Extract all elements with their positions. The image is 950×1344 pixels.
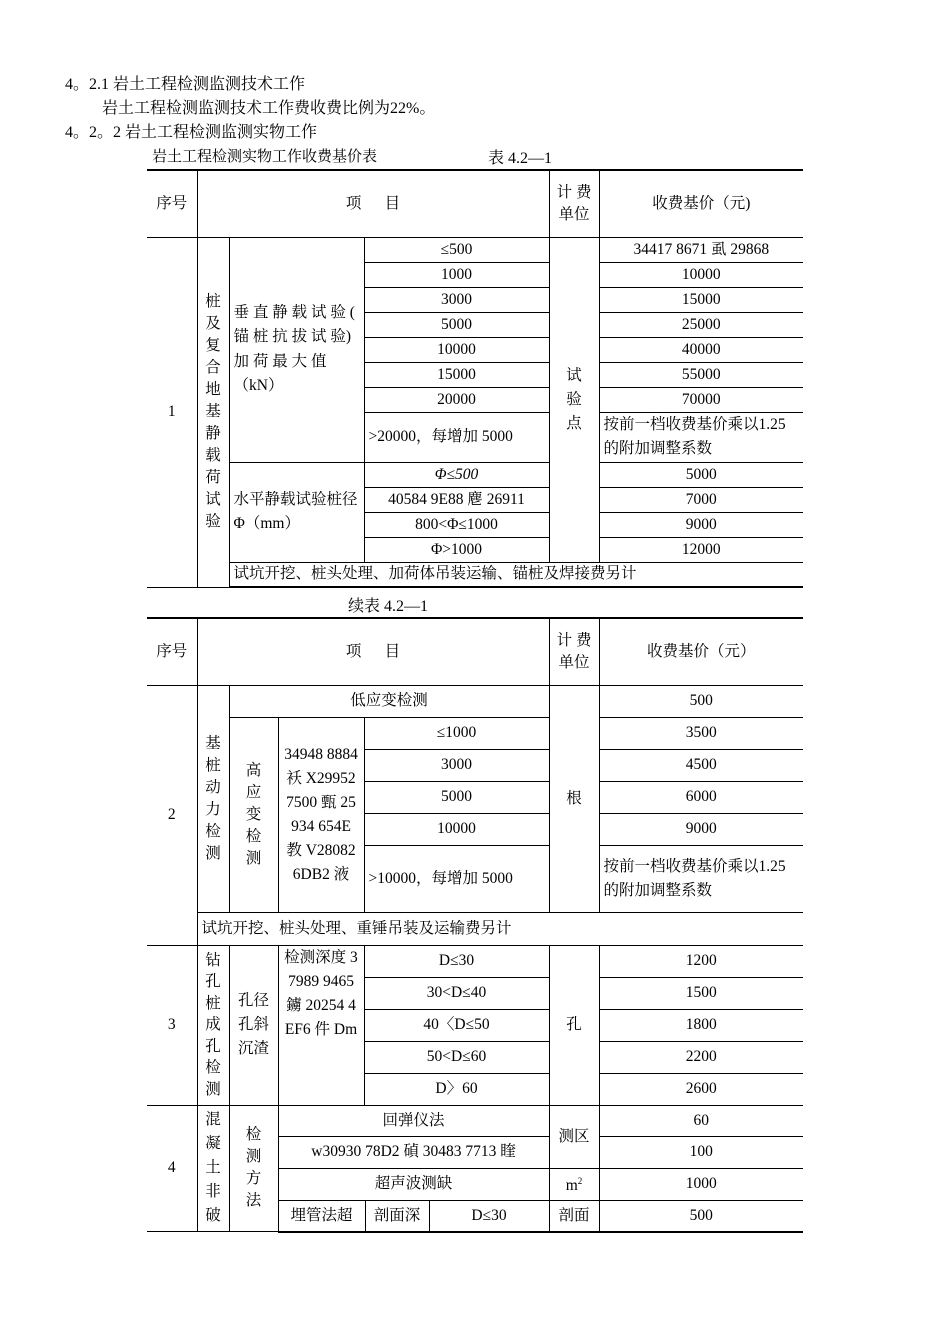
high-strain-code: 34948 8884 袄 X29952 7500 甄 25934 654E 教 V28082 6DB2 液 xyxy=(278,717,364,912)
price-cell: 1000 xyxy=(599,1168,803,1200)
table-row xyxy=(147,945,803,977)
depth-label-cell xyxy=(278,945,364,1105)
unit-cell: 测区 xyxy=(549,1105,599,1168)
price-cell: 7000 xyxy=(599,487,803,512)
price-cell: 6000 xyxy=(599,781,803,813)
depth-label: 剖面深 xyxy=(366,1201,430,1231)
hole-check-label: 孔径孔斜沉渣 xyxy=(229,945,278,1105)
price-cell: 70000 xyxy=(599,387,803,412)
category-cell: 混凝土非破 xyxy=(197,1105,229,1232)
range-cell: Φ>1000 xyxy=(364,537,549,562)
unit-cell: 孔 xyxy=(549,945,599,1105)
price-cell: 2600 xyxy=(599,1073,803,1105)
price-cell: 500 xyxy=(599,685,803,717)
header-seq: 序号 xyxy=(147,618,197,685)
pipe-label: 埋管法超 xyxy=(279,1201,366,1231)
table-title: 岩土工程检测实物工作收费基价表 xyxy=(152,148,378,165)
unit-text: m xyxy=(565,1177,578,1195)
price-cell: 40000 xyxy=(599,337,803,362)
code-row-text: w30930 78D2 碵 30483 7713 睳 xyxy=(311,1142,516,1160)
fee-table-continued xyxy=(147,617,803,1233)
price-cell: 9000 xyxy=(599,512,803,537)
high-strain-label: 高应变检测 xyxy=(229,717,278,912)
range-cell: 800<Φ≤1000 xyxy=(364,512,549,537)
range-cell: 3000 xyxy=(364,287,549,312)
unit-text: 试验点 xyxy=(566,366,582,432)
unit-cell xyxy=(549,237,599,562)
header-item: 项 目 xyxy=(197,170,549,237)
range-cell: 5000 xyxy=(364,781,549,813)
unit-superscript: 2 xyxy=(577,1176,583,1187)
code-row-cell xyxy=(278,1136,549,1168)
depth-range: D≤30 xyxy=(471,1206,507,1224)
table-header-row xyxy=(147,170,803,237)
header-item: 项 目 xyxy=(197,618,549,685)
fee-table-1 xyxy=(147,169,803,588)
price-cell: 34417 8671 虱 29868 xyxy=(599,237,803,262)
section-heading-4-2-1: 4。2.1 岩土工程检测监测技术工作 xyxy=(65,76,306,93)
range-cell: 3000 xyxy=(364,749,549,781)
table-row xyxy=(147,717,803,749)
unit-cell xyxy=(549,1168,599,1200)
price-cell: 1800 xyxy=(599,1009,803,1041)
seq-cell: 3 xyxy=(147,945,197,1105)
range-cell: 50<D≤60 xyxy=(364,1041,549,1073)
ultrasonic-label: 超声波测缺 xyxy=(278,1168,549,1200)
price-cell: 15000 xyxy=(599,287,803,312)
rebound-label: 回弹仪法 xyxy=(278,1105,549,1136)
unit-cell: 剖面 xyxy=(549,1200,599,1232)
fee-ratio-paragraph: 岩土工程检测监测技术工作费收费比例为22%。 xyxy=(102,100,436,117)
table-note-row xyxy=(147,912,803,945)
range-cell: D≤30 xyxy=(364,945,549,977)
price-cell: 5000 xyxy=(599,462,803,487)
category-cell: 基桩动力检测 xyxy=(197,685,229,912)
header-price: 收费基价（元) xyxy=(599,170,803,237)
table-row xyxy=(147,1105,803,1136)
range-cell: 1000 xyxy=(364,262,549,287)
range-cell: >20000，每增加 5000 xyxy=(364,412,549,462)
category-cell: 钻孔桩成孔检测 xyxy=(197,945,229,1105)
price-cell: 12000 xyxy=(599,537,803,562)
section-heading-4-2-2: 4。2。2 岩土工程检测监测实物工作 xyxy=(65,124,318,141)
range-cell: >10000，每增加 5000 xyxy=(364,845,549,912)
range-cell: 30<D≤40 xyxy=(364,977,549,1009)
price-cell: 10000 xyxy=(599,262,803,287)
price-cell: 1500 xyxy=(599,977,803,1009)
price-cell: 3500 xyxy=(599,717,803,749)
price-cell: 1200 xyxy=(599,945,803,977)
depth-label: 检测深度 37989 9465 鐪 20254 4EF6 件 Dm xyxy=(284,949,358,1038)
range-cell: 20000 xyxy=(364,387,549,412)
price-cell: 9000 xyxy=(599,813,803,845)
price-cell: 4500 xyxy=(599,749,803,781)
seq-cell: 2 xyxy=(147,685,197,945)
range-cell: ≤500 xyxy=(364,237,549,262)
pipe-split xyxy=(279,1201,549,1231)
unit-cell: 根 xyxy=(549,685,599,912)
price-cell: 按前一档收费基价乘以1.25 的附加调整系数 xyxy=(599,845,803,912)
table-row xyxy=(147,685,803,717)
seq-cell: 4 xyxy=(147,1105,197,1232)
table-number: 表 4.2—1 xyxy=(488,150,553,167)
table-note-row xyxy=(147,562,803,587)
low-strain-label: 低应变检测 xyxy=(229,685,549,717)
range-cell: 15000 xyxy=(364,362,549,387)
range-cell: 10000 xyxy=(364,813,549,845)
vertical-test-label: 垂 直 静 载 试 验 ( 锚 桩 抗 拔 试 验) 加 荷 最 大 值（kN） xyxy=(229,237,364,462)
range-cell: 40〈D≤50 xyxy=(364,1009,549,1041)
note-cell: 试坑开挖、桩头处理、加荷体吊装运输、锚桩及焊接费另计 xyxy=(229,562,803,587)
table-row xyxy=(147,462,803,487)
range-cell: 40584 9E88 麀 26911 xyxy=(364,487,549,512)
price-cell: 100 xyxy=(599,1136,803,1168)
header-unit: 计 费 单位 xyxy=(549,618,599,685)
range-cell: ≤1000 xyxy=(364,717,549,749)
horizontal-test-label: 水平静载试验桩径Φ（mm） xyxy=(229,462,364,562)
range-cell: Φ≤500 xyxy=(364,462,549,487)
table-row xyxy=(147,237,803,262)
continued-title: 续表 4.2—1 xyxy=(348,598,429,615)
table-header-row xyxy=(147,618,803,685)
price-cell: 55000 xyxy=(599,362,803,387)
header-seq: 序号 xyxy=(147,170,197,237)
range-cell: 5000 xyxy=(364,312,549,337)
price-cell: 500 xyxy=(599,1200,803,1232)
range-cell: D〉60 xyxy=(364,1073,549,1105)
pipe-cell xyxy=(278,1200,549,1232)
range-cell: 10000 xyxy=(364,337,549,362)
seq-cell: 1 xyxy=(147,237,197,587)
header-price: 收费基价（元） xyxy=(599,618,803,685)
method-label: 检测方法 xyxy=(229,1105,278,1232)
price-cell: 2200 xyxy=(599,1041,803,1073)
price-cell: 60 xyxy=(599,1105,803,1136)
header-unit: 计 费 单位 xyxy=(549,170,599,237)
category-cell: 桩及复合地基静载荷试验 xyxy=(197,237,229,587)
note-cell: 试坑开挖、桩头处理、重锤吊装及运输费另计 xyxy=(197,912,803,945)
price-cell: 按前一档收费基价乘以1.25 的附加调整系数 xyxy=(599,412,803,462)
price-cell: 25000 xyxy=(599,312,803,337)
